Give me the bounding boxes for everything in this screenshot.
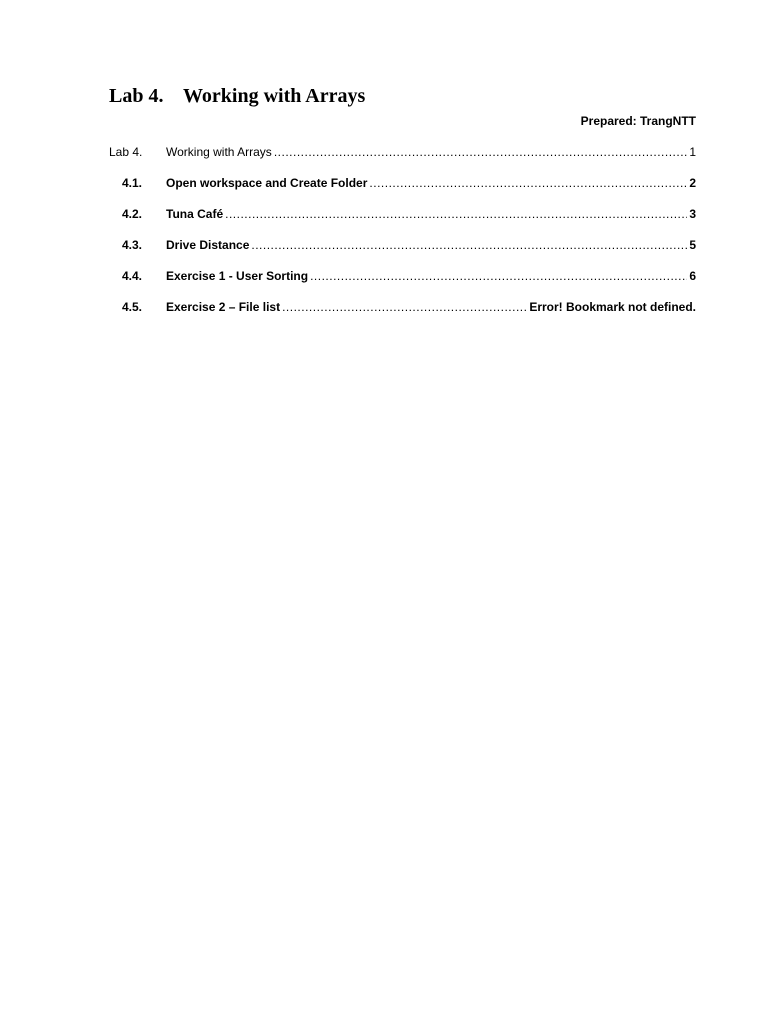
toc-entry-page: 5 bbox=[689, 238, 696, 252]
toc-entry-4-1[interactable] bbox=[109, 175, 696, 206]
toc-entry-title: Open workspace and Create Folder bbox=[166, 176, 368, 190]
toc-entry-lab4[interactable] bbox=[109, 144, 696, 175]
toc-entry-page-error: Error! Bookmark not defined. bbox=[529, 300, 696, 314]
page-title bbox=[109, 83, 365, 109]
toc-entry-title: Exercise 1 - User Sorting bbox=[166, 269, 309, 283]
toc-entry-4-5[interactable] bbox=[109, 299, 696, 330]
table-of-contents bbox=[109, 144, 696, 330]
toc-entry-number: Lab 4. bbox=[109, 145, 143, 159]
toc-entry-title: Drive Distance bbox=[166, 238, 250, 252]
toc-entry-number: 4.4. bbox=[122, 269, 143, 283]
toc-entry-4-2[interactable] bbox=[109, 206, 696, 237]
toc-entry-number: 4.3. bbox=[122, 238, 143, 252]
toc-dot-leader bbox=[369, 175, 687, 191]
toc-entry-page: 2 bbox=[689, 176, 696, 190]
toc-entry-page: 1 bbox=[689, 145, 696, 159]
toc-dot-leader bbox=[282, 299, 527, 315]
heading-title: Working with Arrays bbox=[183, 85, 366, 107]
toc-entry-title: Exercise 2 – File list bbox=[166, 300, 281, 314]
heading-number: Lab 4. bbox=[109, 85, 164, 107]
toc-entry-title: Working with Arrays bbox=[166, 145, 272, 159]
toc-entry-title: Tuna Café bbox=[166, 207, 224, 221]
toc-dot-leader bbox=[251, 237, 687, 253]
toc-entry-4-4[interactable] bbox=[109, 268, 696, 299]
toc-dot-leader bbox=[274, 144, 688, 160]
toc-dot-leader bbox=[310, 268, 687, 284]
toc-entry-number: 4.1. bbox=[122, 176, 143, 190]
toc-entry-page: 3 bbox=[689, 207, 696, 221]
toc-dot-leader bbox=[225, 206, 687, 222]
toc-entry-number: 4.5. bbox=[122, 300, 143, 314]
toc-entry-page: 6 bbox=[689, 269, 696, 283]
prepared-by: Prepared: TrangNTT bbox=[580, 114, 696, 128]
toc-entry-4-3[interactable] bbox=[109, 237, 696, 268]
toc-entry-number: 4.2. bbox=[122, 207, 143, 221]
